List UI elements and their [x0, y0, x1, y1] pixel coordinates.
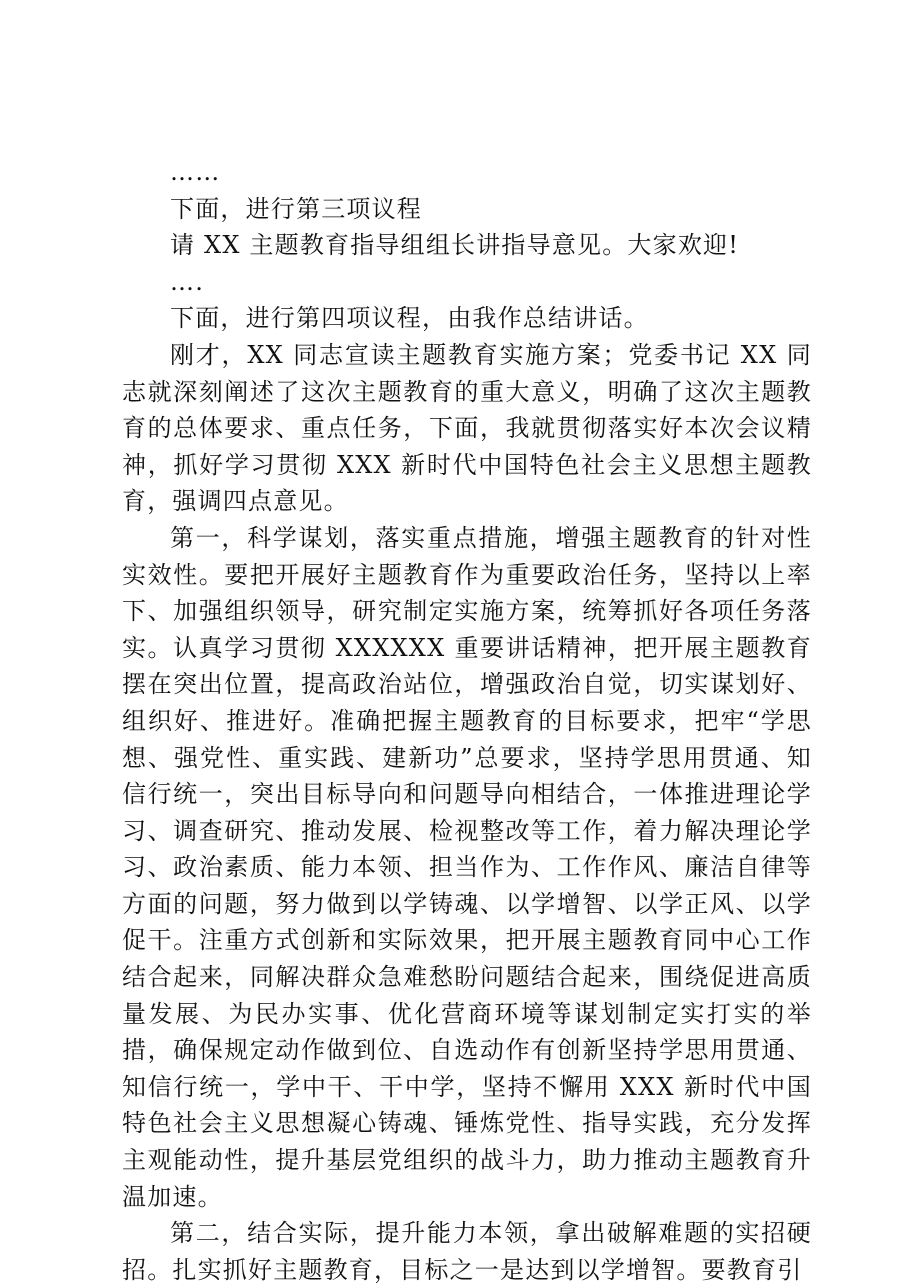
agenda-item-four: 下面，进行第四项议程，由我作总结讲话。 — [170, 304, 649, 333]
guidance-invitation: 请 XX 主题教育指导组组长讲指导意见。大家欢迎! — [170, 231, 740, 260]
body-paragraph-intro: 刚才，XX 同志宣读主题教育实施方案；党委书记 XX 同志就深刻阐述了这次主题教育的重大意义，明确了这次主题教育的总体要求、重点任务，下面，我就贯彻落实好本次会议精神，抓好学习贯彻 XXX 新时代中国特色社会主义思想主题教育，强调四点意见。 — [122, 340, 812, 516]
body-paragraph-second-point: 第二，结合实际，提升能力本领，拿出破解难题的实招硬招。扎实抓好主题教育，目标之一是达到以学增智。要教育引 — [122, 1219, 812, 1284]
document-body — [122, 154, 812, 1288]
ellipsis-line: …. — [170, 267, 205, 296]
agenda-item-three: 下面，进行第三项议程 — [170, 194, 422, 223]
ellipsis-line: …… — [170, 158, 221, 186]
body-paragraph-first-point: 第一，科学谋划，落实重点措施，增强主题教育的针对性实效性。要把开展好主题教育作为重要政治任务，坚持以上率下、加强组织领导，研究制定实施方案，统筹抓好各项任务落实。认真学习贯彻 XXXXXX 重要讲话精神，把开展主题教育摆在突出位置，提高政治站位，增强政治自觉，切实谋划好、组织好、推进好。准确把握主题教育的目标要求，把牢“学思想、强党性、重实践、建新功”总要求，坚持学思用贯通、知信行统一，突出目标导向和问题导向相结合，一体推进理论学习、调查研究、推动发展、检视整改等工作，着力解决理论学习、政治素质、能力本领、担当作为、工作作风、廉洁自律等方面的问题，努力做到以学铸魂、以学增智、以学正风、以学促干。注重方式创新和实际效果，把开展主题教育同中心工作结合起来，同解决群众急难愁盼问题结合起来，围绕促进高质量发展、为民办实事、优化营商环境等谋划制定实打实的举措，确保规定动作做到位、自选动作有创新坚持学思用贯通、知信行统一，学中干、干中学，坚持不懈用 XXX 新时代中国特色社会主义思想凝心铸魂、锤炼党性、指导实践，充分发挥主观能动性，提升基层党组织的战斗力，助力推动主题教育升温加速。 — [122, 523, 812, 1211]
